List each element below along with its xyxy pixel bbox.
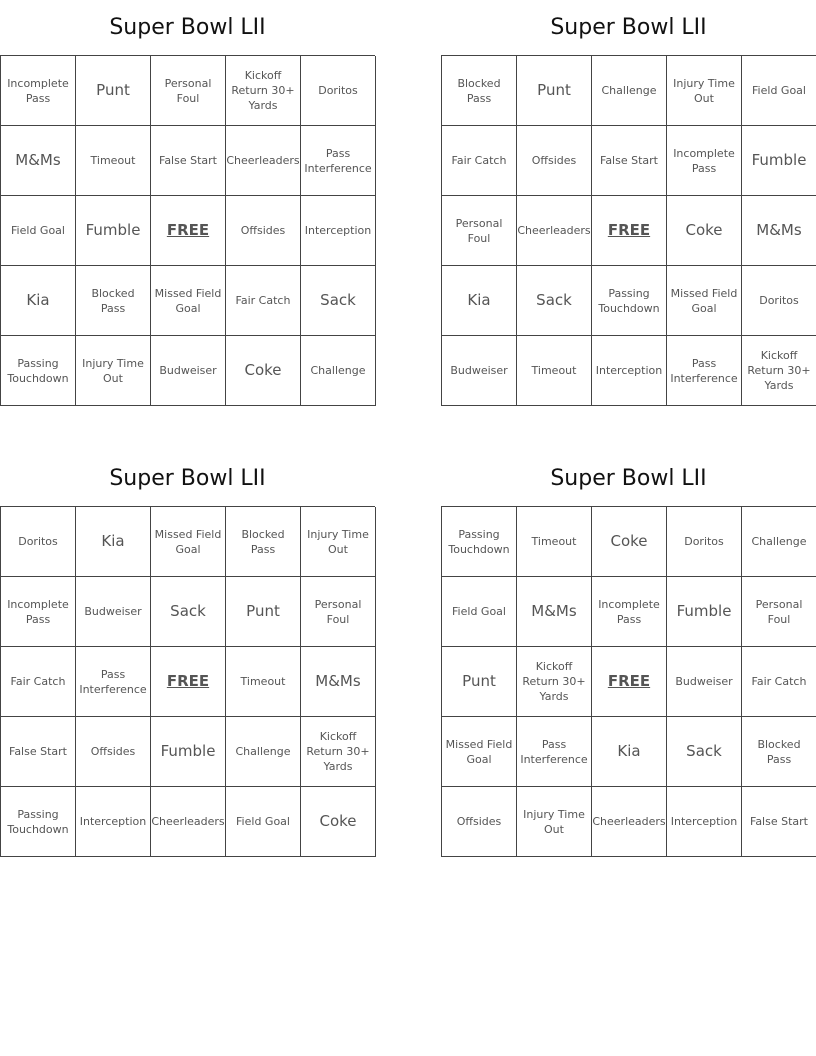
bingo-card-2 — [441, 0, 816, 406]
bingo-cell: Budweiser — [76, 577, 151, 647]
bingo-cell: Offsides — [517, 126, 592, 196]
bingo-cell: Pass Interference — [301, 126, 376, 196]
bingo-cell: Cheerleaders — [592, 787, 667, 857]
bingo-cell: Interception — [301, 196, 376, 266]
bingo-cell: Kickoff Return 30+ Yards — [742, 336, 816, 406]
bingo-cell: Timeout — [76, 126, 151, 196]
bingo-cell: Offsides — [226, 196, 301, 266]
bingo-cell: Fair Catch — [742, 647, 816, 717]
bingo-cell: Timeout — [517, 336, 592, 406]
bingo-cell: Timeout — [517, 507, 592, 577]
bingo-cell: Field Goal — [1, 196, 76, 266]
bingo-cell: Blocked Pass — [442, 56, 517, 126]
bingo-cell: False Start — [1, 717, 76, 787]
bingo-cell: Punt — [517, 56, 592, 126]
bingo-cell: Missed Field Goal — [442, 717, 517, 787]
card-title: Super Bowl LII — [550, 466, 707, 491]
bingo-cell: Cheerleaders — [226, 126, 301, 196]
bingo-cell: Doritos — [301, 56, 376, 126]
bingo-cell: Challenge — [301, 336, 376, 406]
bingo-cell: Coke — [667, 196, 742, 266]
bingo-cell: Missed Field Goal — [151, 266, 226, 336]
card-title: Super Bowl LII — [109, 15, 266, 40]
bingo-cell: Field Goal — [226, 787, 301, 857]
bingo-cell: Missed Field Goal — [667, 266, 742, 336]
bingo-grid — [0, 55, 375, 406]
bingo-cell: Injury Time Out — [517, 787, 592, 857]
bingo-cell: Offsides — [442, 787, 517, 857]
bingo-cell: Injury Time Out — [76, 336, 151, 406]
bingo-cell: Kia — [76, 507, 151, 577]
bingo-cell: M&Ms — [1, 126, 76, 196]
bingo-cell: Challenge — [592, 56, 667, 126]
free-space: FREE — [592, 647, 667, 717]
bingo-cell: Kickoff Return 30+ Yards — [517, 647, 592, 717]
bingo-cell: Fair Catch — [226, 266, 301, 336]
bingo-cell: Interception — [592, 336, 667, 406]
bingo-cell: Personal Foul — [301, 577, 376, 647]
bingo-cell: Kickoff Return 30+ Yards — [226, 56, 301, 126]
bingo-cell: Passing Touchdown — [592, 266, 667, 336]
bingo-cell: Doritos — [742, 266, 816, 336]
bingo-cell: Fumble — [667, 577, 742, 647]
bingo-cell: Coke — [301, 787, 376, 857]
bingo-cell: Coke — [226, 336, 301, 406]
bingo-cell: Fair Catch — [442, 126, 517, 196]
bingo-cell: Incomplete Pass — [1, 56, 76, 126]
free-space: FREE — [151, 196, 226, 266]
bingo-cell: Kia — [442, 266, 517, 336]
bingo-cell: Challenge — [742, 507, 816, 577]
card-title: Super Bowl LII — [550, 15, 707, 40]
bingo-cell: Passing Touchdown — [1, 336, 76, 406]
bingo-cell: Fair Catch — [1, 647, 76, 717]
free-space: FREE — [592, 196, 667, 266]
bingo-cell: Punt — [442, 647, 517, 717]
bingo-cell: Punt — [76, 56, 151, 126]
bingo-cell: Pass Interference — [517, 717, 592, 787]
bingo-cell: M&Ms — [742, 196, 816, 266]
bingo-cell: Blocked Pass — [742, 717, 816, 787]
bingo-cell: Personal Foul — [151, 56, 226, 126]
bingo-cell: Field Goal — [442, 577, 517, 647]
bingo-grid — [0, 506, 375, 857]
bingo-cell: Personal Foul — [442, 196, 517, 266]
bingo-cell: Fumble — [151, 717, 226, 787]
bingo-cell: Doritos — [1, 507, 76, 577]
bingo-cell: M&Ms — [301, 647, 376, 717]
bingo-cell: Incomplete Pass — [667, 126, 742, 196]
bingo-cell: Sack — [301, 266, 376, 336]
bingo-cell: Punt — [226, 577, 301, 647]
bingo-cell: Budweiser — [442, 336, 517, 406]
bingo-cell: Field Goal — [742, 56, 816, 126]
bingo-cell: Kia — [592, 717, 667, 787]
bingo-cell: Incomplete Pass — [1, 577, 76, 647]
bingo-cell: Cheerleaders — [517, 196, 592, 266]
bingo-cell: Blocked Pass — [226, 507, 301, 577]
bingo-cell: Budweiser — [151, 336, 226, 406]
bingo-cell: Fumble — [76, 196, 151, 266]
bingo-cell: Interception — [76, 787, 151, 857]
bingo-cell: False Start — [742, 787, 816, 857]
bingo-cell: Pass Interference — [667, 336, 742, 406]
bingo-cell: Injury Time Out — [667, 56, 742, 126]
bingo-cell: Coke — [592, 507, 667, 577]
card-title: Super Bowl LII — [109, 466, 266, 491]
bingo-cell: Offsides — [76, 717, 151, 787]
bingo-card-3 — [0, 451, 375, 857]
bingo-cell: Pass Interference — [76, 647, 151, 717]
bingo-cell: Challenge — [226, 717, 301, 787]
bingo-cell: Missed Field Goal — [151, 507, 226, 577]
bingo-cell: Fumble — [742, 126, 816, 196]
bingo-cell: Personal Foul — [742, 577, 816, 647]
bingo-cell: Kia — [1, 266, 76, 336]
bingo-cell: Incomplete Pass — [592, 577, 667, 647]
bingo-cell: False Start — [151, 126, 226, 196]
free-space: FREE — [151, 647, 226, 717]
bingo-grid — [441, 506, 816, 857]
bingo-cell: Budweiser — [667, 647, 742, 717]
bingo-card-4 — [441, 451, 816, 857]
bingo-cell: Sack — [151, 577, 226, 647]
bingo-cell: Timeout — [226, 647, 301, 717]
bingo-card-1 — [0, 0, 375, 406]
bingo-cell: Kickoff Return 30+ Yards — [301, 717, 376, 787]
bingo-cell: Injury Time Out — [301, 507, 376, 577]
bingo-cell: Interception — [667, 787, 742, 857]
bingo-cell: M&Ms — [517, 577, 592, 647]
bingo-cell: False Start — [592, 126, 667, 196]
bingo-cell: Passing Touchdown — [442, 507, 517, 577]
bingo-cell: Cheerleaders — [151, 787, 226, 857]
bingo-grid — [441, 55, 816, 406]
bingo-cell: Passing Touchdown — [1, 787, 76, 857]
bingo-cell: Sack — [517, 266, 592, 336]
bingo-cell: Doritos — [667, 507, 742, 577]
bingo-cell: Sack — [667, 717, 742, 787]
bingo-cell: Blocked Pass — [76, 266, 151, 336]
